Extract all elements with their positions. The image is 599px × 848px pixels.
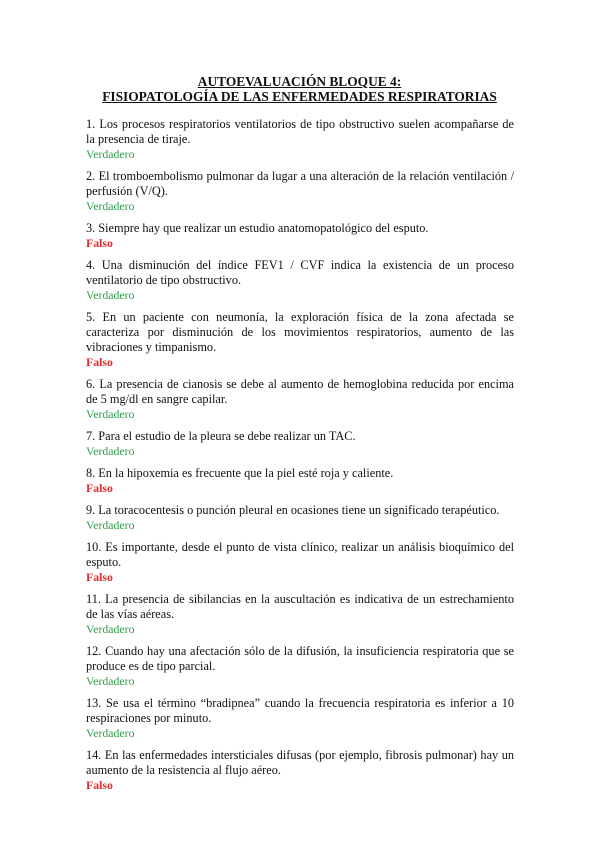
answer-label: Falso (86, 778, 113, 792)
question-item (86, 377, 514, 421)
question-text: 5. En un paciente con neumonía, la exploración física de la zona afectada se caracteriza por disminución de los movimientos respiratorios, aumento de las vibraciones y timpanismo. (86, 310, 514, 354)
question-text: 10. Es importante, desde el punto de vista clínico, realizar un análisis bioquímico del esputo. (86, 540, 514, 569)
document-subtitle: FISIOPATOLOGÍA DE LAS ENFERMEDADES RESPIRATORIAS (102, 89, 497, 104)
question-text: 8. En la hipoxemia es frecuente que la piel esté roja y caliente. (86, 466, 394, 480)
question-item (86, 221, 514, 250)
answer-label: Falso (86, 355, 113, 369)
question-text: 7. Para el estudio de la pleura se debe realizar un TAC. (86, 429, 356, 443)
question-item (86, 169, 514, 213)
question-text: 4. Una disminución del índice FEV1 / CVF indica la existencia de un proceso ventilatorio de tipo obstructivo. (86, 258, 514, 287)
question-text: 3. Siempre hay que realizar un estudio anatomopatológico del esputo. (86, 221, 429, 235)
question-item (86, 258, 514, 302)
question-text: 6. La presencia de cianosis se debe al aumento de hemoglobina reducida por encima de 5 mg/dl en sangre capilar. (86, 377, 514, 406)
answer-label: Verdadero (86, 622, 135, 636)
document-title: AUTOEVALUACIÓN BLOQUE 4: (197, 74, 402, 89)
question-text: 12. Cuando hay una afectación sólo de la difusión, la insuficiencia respiratoria que se produce es de tipo parcial. (86, 644, 514, 673)
question-item (86, 310, 514, 369)
question-item (86, 644, 514, 688)
answer-label: Falso (86, 570, 113, 584)
question-item (86, 540, 514, 584)
answer-label: Falso (86, 481, 113, 495)
answer-label: Verdadero (86, 518, 135, 532)
question-list (86, 117, 514, 800)
answer-label: Verdadero (86, 674, 135, 688)
question-text: 11. La presencia de sibilancias en la auscultación es indicativa de un estrechamiento de las vías aéreas. (86, 592, 514, 621)
answer-label: Verdadero (86, 407, 135, 421)
question-text: 14. En las enfermedades intersticiales difusas (por ejemplo, fibrosis pulmonar) hay un aumento de la resistencia al flujo aéreo. (86, 748, 514, 777)
answer-label: Verdadero (86, 288, 135, 302)
answer-label: Verdadero (86, 199, 135, 213)
question-item (86, 696, 514, 740)
question-text: 13. Se usa el término “bradipnea” cuando la frecuencia respiratoria es inferior a 10 respiraciones por minuto. (86, 696, 514, 725)
question-item (86, 592, 514, 636)
question-text: 2. El tromboembolismo pulmonar da lugar a una alteración de la relación ventilación / perfusión (V/Q). (86, 169, 514, 198)
question-item (86, 429, 514, 458)
question-item (86, 748, 514, 792)
answer-label: Verdadero (86, 147, 135, 161)
answer-label: Falso (86, 236, 113, 250)
question-item (86, 503, 514, 532)
question-item (86, 117, 514, 161)
answer-label: Verdadero (86, 444, 135, 458)
answer-label: Verdadero (86, 726, 135, 740)
question-text: 9. La toracocentesis o punción pleural en ocasiones tiene un significado terapéutico. (86, 503, 500, 517)
question-item (86, 466, 514, 495)
question-text: 1. Los procesos respiratorios ventilatorios de tipo obstructivo suelen acompañarse de la presencia de tiraje. (86, 117, 514, 146)
